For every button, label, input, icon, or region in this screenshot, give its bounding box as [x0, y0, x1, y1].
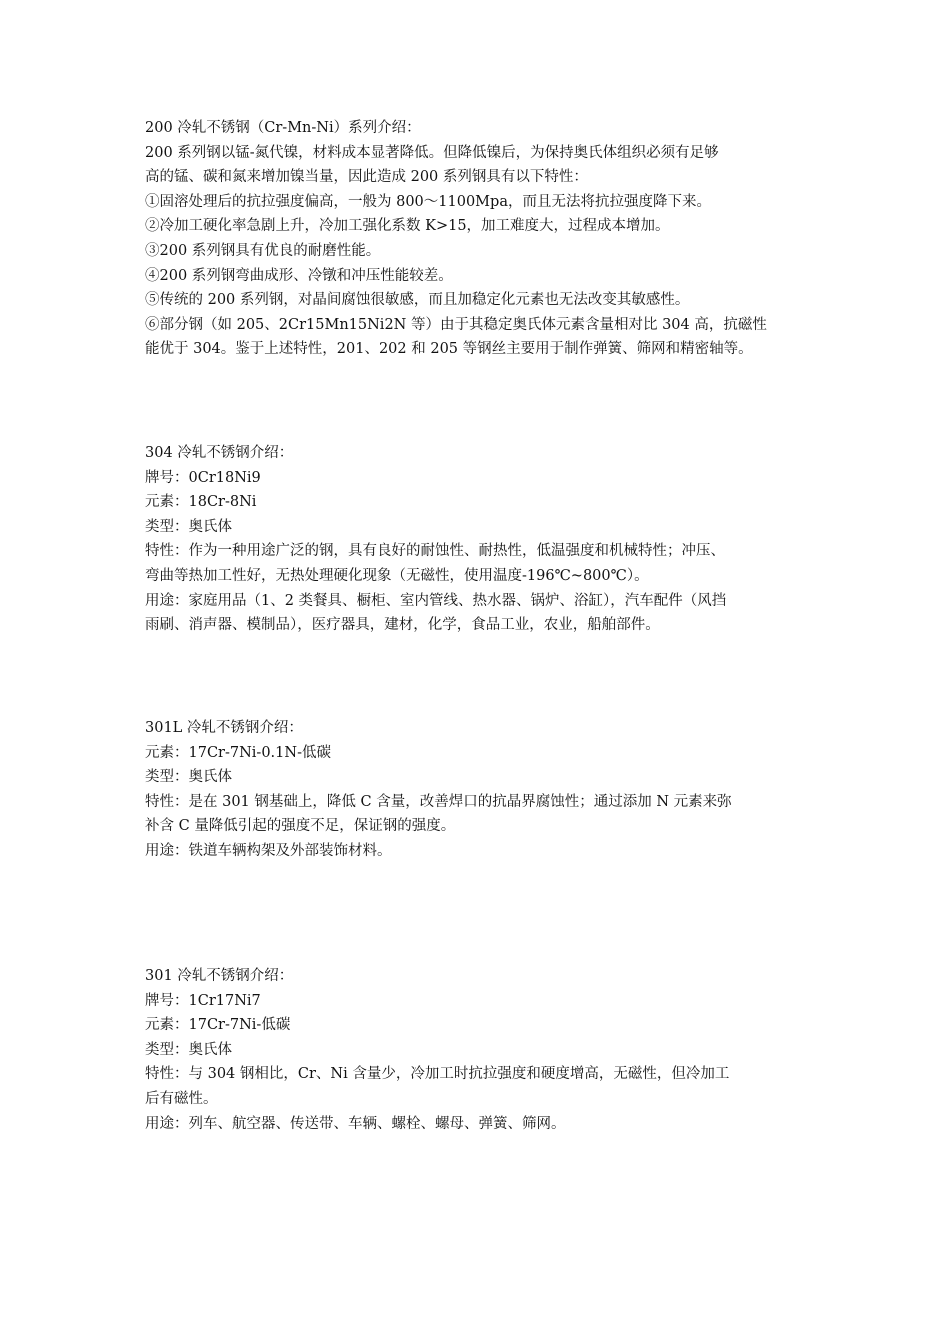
usage-line: 用途：家庭用品（1、2 类餐具、橱柜、室内管线、热水器、锅炉、浴缸），汽车配件（风挡 [145, 592, 727, 609]
property-line: 后有磁性。 [145, 1090, 218, 1107]
list-item: ⑤传统的 200 系列钢，对晶间腐蚀很敏感，而且加稳定化元素也无法改变其敏感性。 [145, 292, 690, 309]
paragraph-line: 高的锰、碳和氮来增加镍当量，因此造成 200 系列钢具有以下特性： [145, 169, 588, 186]
element-line: 元素：17Cr-7Ni-0.1N-低碳 [145, 744, 331, 761]
element-line: 元素：17Cr-7Ni-低碳 [145, 1017, 291, 1034]
element-line: 元素：18Cr-8Ni [145, 494, 257, 511]
paragraph-line: 200 系列钢以锰-氮代镍，材料成本显著降低。但降低镍后，为保持奥氏体组织必须有足够 [145, 144, 719, 161]
list-item: ②冷加工硬化率急剧上升，冷加工强化系数 K>15，加工难度大，过程成本增加。 [145, 218, 670, 235]
property-line: 特性：作为一种用途广泛的钢，具有良好的耐蚀性、耐热性，低温强度和机械特性；冲压、 [145, 543, 725, 560]
section-title: 301L 冷轧不锈钢介绍： [145, 720, 303, 736]
grade-line: 牌号：1Cr17Ni7 [145, 992, 261, 1009]
property-line: 特性：是在 301 钢基础上，降低 C 含量，改善焊口的抗晶界腐蚀性；通过添加 N 元素来弥 [145, 793, 732, 810]
list-item: ④200 系列钢弯曲成形、冷镦和冲压性能较差。 [145, 267, 453, 284]
section-title: 200 冷轧不锈钢（Cr-Mn-Ni）系列介绍： [145, 120, 421, 136]
list-item: ⑥部分钢（如 205、2Cr15Mn15Ni2N 等）由于其稳定奥氏体元素含量相对比 304 高，抗磁性 [145, 316, 767, 333]
property-line: 弯曲等热加工性好，无热处理硬化现象（无磁性，使用温度-196℃~800℃）。 [145, 567, 649, 584]
section-title: 301 冷轧不锈钢介绍： [145, 968, 294, 984]
usage-line: 用途：列车、航空器、传送带、车辆、螺栓、螺母、弹簧、筛网。 [145, 1115, 566, 1132]
list-item-continuation: 能优于 304。鉴于上述特性，201、202 和 205 等钢丝主要用于制作弹簧、筛网和精密轴等。 [145, 341, 753, 358]
section-301l [145, 716, 810, 864]
list-item: ①固溶处理后的抗拉强度偏高，一般为 800～1100Mpa，而且无法将抗拉强度降下来。 [145, 193, 711, 210]
type-line: 类型：奥氏体 [145, 769, 232, 786]
section-304 [145, 441, 810, 638]
type-line: 类型：奥氏体 [145, 518, 232, 535]
section-301 [145, 964, 810, 1136]
grade-line: 牌号：0Cr18Ni9 [145, 469, 261, 486]
property-line: 特性：与 304 钢相比，Cr、Ni 含量少，冷加工时抗拉强度和硬度增高，无磁性，但冷加工 [145, 1066, 730, 1083]
usage-line: 用途：铁道车辆构架及外部装饰材料。 [145, 842, 392, 859]
type-line: 类型：奥氏体 [145, 1041, 232, 1058]
section-title: 304 冷轧不锈钢介绍： [145, 445, 294, 461]
usage-line: 雨刷、消声器、模制品），医疗器具，建材，化学，食品工业，农业，船舶部件。 [145, 617, 660, 634]
property-line: 补含 C 量降低引起的强度不足，保证钢的强度。 [145, 818, 456, 835]
section-200-series [145, 116, 810, 362]
list-item: ③200 系列钢具有优良的耐磨性能。 [145, 242, 381, 259]
